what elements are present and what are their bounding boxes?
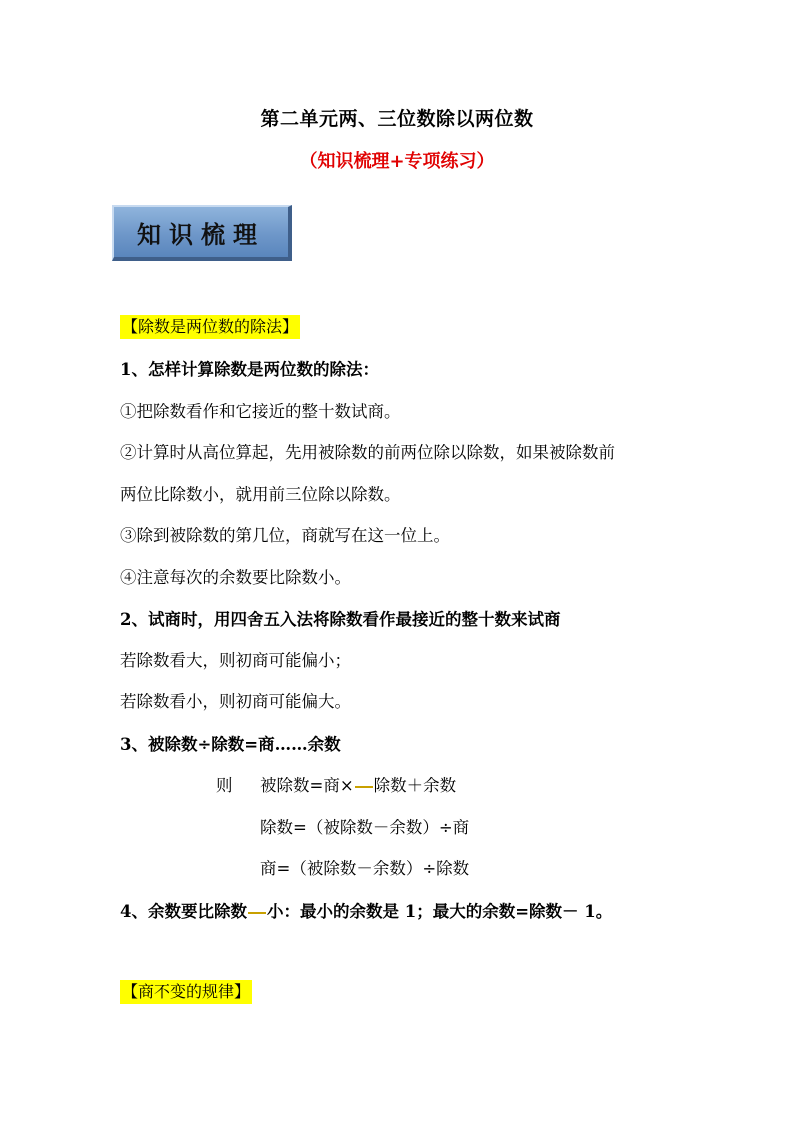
point-4-part-b: 小：最小的余数是 1；最大的余数=除数－ 1。 — [266, 902, 613, 921]
point-1-heading: 1、怎样计算除数是两位数的除法： — [120, 360, 379, 379]
formula-1-part-b: 除数＋余数 — [373, 776, 457, 795]
point-3-formula-1 — [260, 772, 456, 796]
page-subtitle: （知识梳理+专项练习） — [299, 151, 495, 172]
fill-blank — [248, 911, 266, 914]
section-tag-quotient-rule: 【商不变的规律】 — [120, 980, 252, 1004]
point-3-then: 则 — [216, 776, 233, 795]
point-3-formula-3: 商=（被除数－余数）÷除数 — [260, 859, 470, 878]
banner-label: 知识梳理 — [137, 219, 265, 249]
point-1-item-2b: 两位比除数小，就用前三位除以除数。 — [120, 485, 401, 504]
point-3-heading: 3、被除数÷除数=商……余数 — [120, 735, 341, 754]
point-2-heading: 2、试商时，用四舍五入法将除数看作最接近的整十数来试商 — [120, 610, 561, 629]
point-1-item-1: ①把除数看作和它接近的整十数试商。 — [120, 402, 401, 421]
formula-1-part-a: 被除数=商× — [260, 776, 354, 795]
section-banner — [112, 205, 292, 261]
point-1-item-3: ③除到被除数的第几位，商就写在这一位上。 — [120, 526, 450, 545]
section-tag-division: 【除数是两位数的除法】 — [120, 315, 300, 339]
fill-blank — [355, 785, 373, 788]
point-1-item-2a: ②计算时从高位算起，先用被除数的前两位除以除数，如果被除数前 — [120, 443, 615, 462]
point-2-line-2: 若除数看小，则初商可能偏大。 — [120, 692, 351, 711]
point-3-formula-2: 除数=（被除数－余数）÷商 — [260, 818, 470, 837]
point-4-line — [120, 898, 612, 922]
page-title: 第二单元两、三位数除以两位数 — [260, 108, 534, 130]
point-1-item-4: ④注意每次的余数要比除数小。 — [120, 568, 351, 587]
point-2-line-1: 若除数看大，则初商可能偏小； — [120, 651, 351, 670]
point-4-part-a: 4、余数要比除数 — [120, 902, 247, 921]
